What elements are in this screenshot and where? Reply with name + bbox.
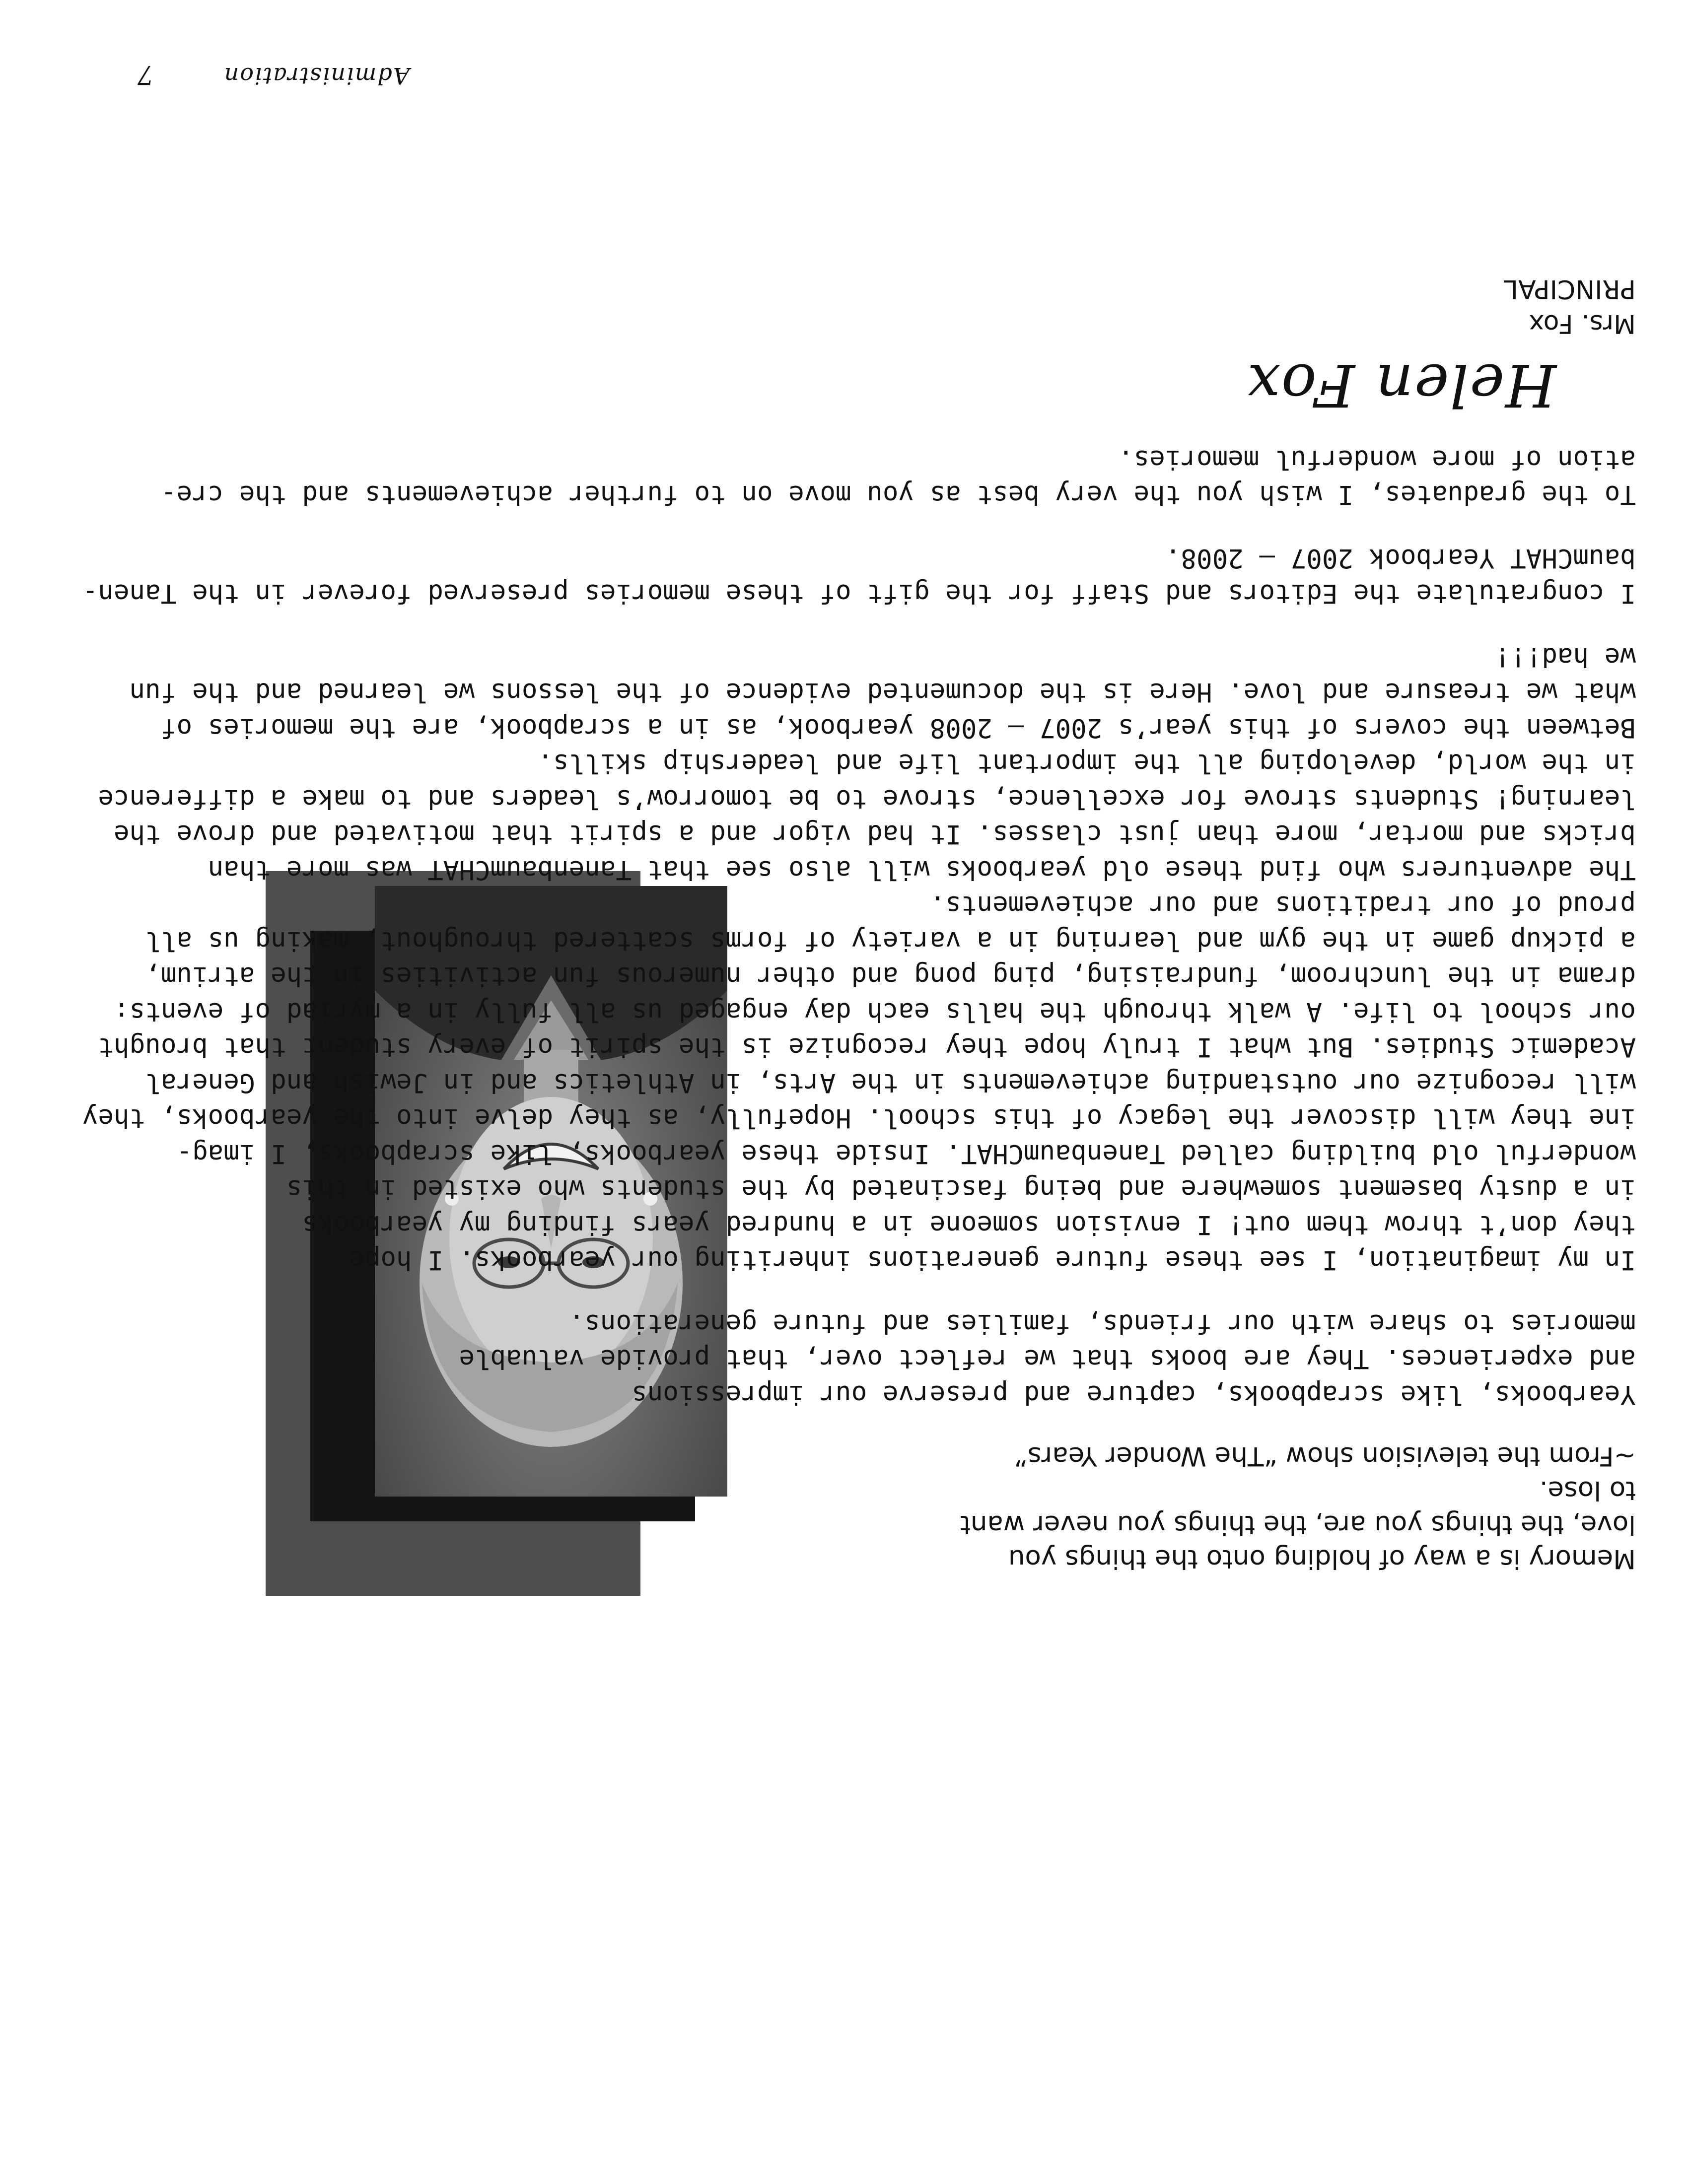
body-line: To the graduates, I wish you the very best as you move on to further achievements and the cre- (160, 479, 1636, 510)
body-line: a pickup game in the gym and learning in a variety of forms scattered throughout, making us all (145, 926, 1636, 956)
body-line: will recognize our outstanding achievements in the Arts, in Athletics and in Jewish and General (145, 1068, 1636, 1098)
body-line: Between the covers of this year’s 2007 – 2008 yearbook, as in a scrapbook, are the memories of (160, 713, 1636, 743)
body-line: baumCHAT Yearbook 2007 – 2008. (1165, 543, 1636, 573)
footer-section-title: Administration (223, 63, 410, 89)
body-line: our school to life. A walk through the halls each day engaged us all fully in a myriad of events: (114, 997, 1636, 1027)
principal-message (57, 407, 1636, 1413)
body-line: what we treasure and love. Here is the documented evidence of the lessons we learned and the fun (129, 677, 1636, 708)
body-line: Yearbooks, like scrapbooks, capture and preserve our impressions (632, 1379, 1636, 1410)
handwritten-signature: Helen Fox (1246, 351, 1556, 419)
body-line: ine they will discover the legacy of this school. Hopefully, as they delve into the yearbooks, they (82, 1103, 1636, 1134)
quote-line: love, the things you are, the things you never want (960, 1509, 1636, 1540)
body-line: in the world, developing all the important life and leadership skills. (537, 748, 1636, 779)
paragraph-congratulations (57, 541, 1636, 612)
body-line: learning! Students strove for excellence, strove to be tomorrow’s leaders and to make a difference (98, 784, 1636, 814)
body-line: proud of our traditions and our achievements. (929, 890, 1636, 921)
body-line: The adventurers who find these old yearbooks will also see that TanenbaumCHAT was more than (208, 855, 1636, 885)
paragraph-graduates (57, 442, 1636, 513)
paragraph-imagination (57, 639, 1636, 1278)
body-line: wonderful old building called TanenbaumCHAT. Inside these yearbooks, like scrapbooks, I imag- (176, 1139, 1636, 1169)
body-line: we had!!! (1494, 642, 1636, 672)
body-line: and experiences. They are books that we reflect over, that provide valuable (459, 1344, 1636, 1374)
quote-attribution: ~From the television show “The Wonder Years” (1014, 1441, 1636, 1471)
signatory-title: PRINCIPAL (1504, 274, 1636, 304)
opening-quote (832, 1439, 1636, 1576)
body-line: Academic Studies. But what I truly hope they recognize is the spirit of every student that brought (98, 1032, 1636, 1063)
body-line: ation of more wonderful memories. (1118, 444, 1636, 475)
body-line: memories to share with our friends, families and future generations. (568, 1308, 1636, 1339)
body-line: I congratulate the Editors and Staff for the gift of these memories preserved forever in the Tanen- (82, 578, 1636, 609)
paragraph-intro (57, 1306, 1636, 1413)
body-line: drama in the lunchroom, fundraising, ping pong and other numerous fun activities in the atrium, (145, 961, 1636, 992)
body-line: In my imagination, I see these future generations inheriting our yearbooks. I hope (349, 1245, 1636, 1276)
body-line: bricks and mortar, more than just classes. It had vigor and a spirit that motivated and drove the (114, 819, 1636, 850)
quote-line: to lose. (1539, 1475, 1636, 1505)
body-line: they don’t throw them out! I envision someone in a hundred years finding my yearbooks (302, 1210, 1636, 1240)
signatory-name: Mrs. Fox (1529, 309, 1636, 339)
body-line: in a dusty basement somewhere and being fascinated by the students who existed in this (286, 1174, 1636, 1205)
page-number: 7 (137, 60, 154, 89)
quote-line: Memory is a way of holding onto the things you (1008, 1544, 1636, 1574)
